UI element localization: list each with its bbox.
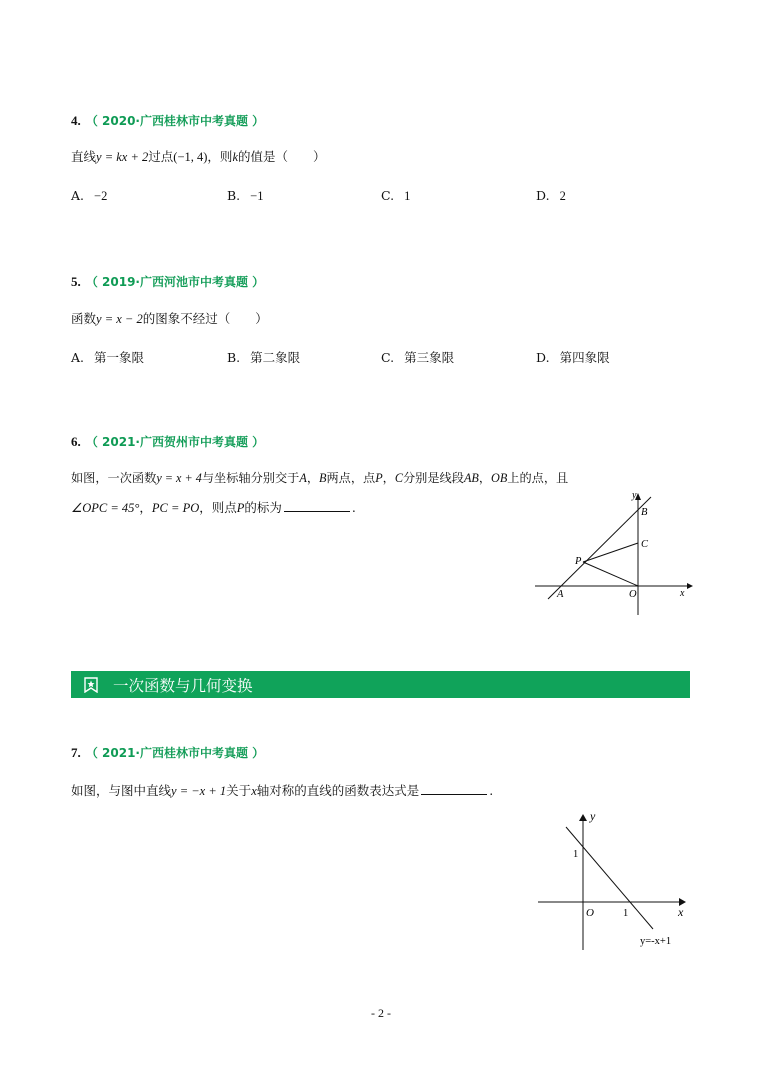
q5-header: [71, 271, 264, 290]
q7-stem: [71, 781, 493, 799]
q4-option-d[interactable]: [536, 188, 566, 204]
q6-angle: ∠OPC = 45°: [71, 501, 140, 515]
q7-text: 轴对称的直线的函数表达式是: [256, 783, 420, 798]
q6-text: 的标为: [244, 500, 282, 515]
q6-text: 两点，点: [326, 471, 376, 485]
option-letter: A.: [71, 350, 85, 365]
q5-stem: [71, 309, 268, 327]
option-letter: C.: [381, 350, 395, 365]
q5-expression: y = x − 2: [96, 312, 143, 326]
q4-option-a[interactable]: [71, 188, 107, 204]
option-text: −1: [250, 189, 264, 203]
q6-line-ab: [548, 497, 651, 599]
q6-label-o: O: [629, 589, 637, 600]
option-letter: D.: [536, 188, 550, 203]
q4-variable-k: k: [232, 150, 238, 164]
q5-source: （ 2019·广西河池市中考真题 ）: [85, 275, 265, 289]
option-text: 第三象限: [404, 350, 455, 365]
q6-text: ，则点: [199, 500, 237, 515]
q7-y-arrow-icon: [579, 814, 587, 821]
q7-label-y: y: [590, 809, 596, 823]
q4-option-b[interactable]: [227, 188, 263, 204]
q7-source: （ 2021·广西桂林市中考真题 ）: [85, 746, 265, 760]
option-text: 第四象限: [559, 350, 610, 365]
q7-expression: y = −x + 1: [171, 784, 227, 798]
q6-segment-po: [583, 562, 638, 586]
page-number: - 2 -: [371, 1006, 391, 1020]
q6-stem-line2: [71, 498, 356, 516]
q4-expression: y = kx + 2: [96, 150, 149, 164]
q7-label-x: x: [678, 905, 684, 919]
q6-segment-pc: [583, 543, 638, 562]
q7-header: [71, 742, 264, 761]
q6-source: （ 2021·广西贺州市中考真题 ）: [85, 435, 265, 449]
q6-text: ，: [306, 471, 320, 485]
q6-text: ，: [382, 471, 395, 485]
q5-stem-text: 函数: [71, 311, 97, 326]
q6-label-x: x: [680, 588, 685, 599]
q5-option-a[interactable]: [71, 348, 144, 366]
q4-stem-text: 过点: [148, 149, 174, 164]
bookmark-star-icon: [83, 677, 99, 693]
q6-stem-line1: [71, 469, 568, 486]
q7-variable-x: x: [251, 784, 257, 798]
q6-number: 6.: [71, 434, 81, 449]
q5-number: 5.: [71, 274, 81, 289]
option-letter: B.: [227, 188, 241, 203]
q6-point-p: P: [375, 471, 383, 485]
q7-answer-blank[interactable]: [421, 783, 487, 795]
q6-answer-blank[interactable]: [284, 500, 350, 512]
q7-number: 7.: [71, 745, 81, 760]
q4-point: (−1, 4): [173, 150, 208, 164]
q7-label-o: O: [586, 907, 594, 919]
q6-label-c: C: [641, 539, 649, 550]
q5-stem-text: 的图象不经过（ ）: [142, 311, 268, 326]
q6-label-y: y: [632, 490, 637, 501]
q6-segment-ab: AB: [463, 471, 479, 485]
q5-option-d[interactable]: [536, 348, 610, 366]
q6-point-a: A: [299, 471, 307, 485]
option-text: 第一象限: [94, 350, 145, 365]
q7-label-1x: 1: [623, 908, 629, 919]
option-letter: B.: [227, 350, 241, 365]
section-banner: [71, 671, 690, 698]
q4-option-c[interactable]: [381, 188, 410, 204]
q6-point-b: B: [319, 471, 327, 485]
option-text: 第二象限: [250, 350, 301, 365]
section-title: 一次函数与几何变换: [113, 676, 253, 695]
q6-point-p: P: [236, 501, 245, 515]
q7-text: 关于: [226, 783, 252, 798]
option-text: 1: [404, 189, 411, 203]
q6-text: .: [351, 500, 356, 515]
q6-figure: [530, 485, 695, 620]
q6-expression: y = x + 4: [156, 471, 202, 485]
q4-stem-text: 的值是（ ）: [238, 149, 326, 164]
q4-stem-text: 直线: [71, 149, 97, 164]
q7-line-label: y=-x+1: [640, 936, 672, 947]
q6-header: [71, 431, 264, 450]
q7-line: [566, 827, 653, 929]
q6-equation: PC = PO: [151, 501, 200, 515]
q4-stem-text: ，则: [207, 149, 233, 164]
q6-text: ，: [478, 471, 492, 485]
q7-text: .: [489, 783, 494, 798]
option-letter: A.: [71, 188, 85, 203]
q4-source: （ 2020·广西桂林市中考真题 ）: [85, 114, 265, 128]
q5-option-b[interactable]: [227, 348, 300, 366]
q6-label-p: P: [575, 556, 582, 567]
q6-segment-ob: OB: [491, 471, 508, 485]
q7-figure: [533, 805, 693, 955]
q6-text: 上的点，且: [507, 471, 569, 485]
option-letter: D.: [536, 350, 550, 365]
q6-text: 如图，一次函数: [71, 471, 157, 485]
option-text: 2: [559, 189, 566, 203]
q6-label-b: B: [641, 507, 648, 518]
q7-text: 如图，与图中直线: [71, 783, 172, 798]
q6-label-a: A: [557, 589, 564, 600]
q6-text: 分别是线段: [403, 471, 464, 485]
q6-text: 与坐标轴分别交于: [201, 471, 300, 485]
q5-option-c[interactable]: [381, 348, 454, 366]
q4-number: 4.: [71, 113, 81, 128]
q6-text: ，: [139, 500, 152, 515]
q4-stem: [71, 147, 326, 165]
option-letter: C.: [381, 188, 395, 203]
q4-header: [71, 110, 264, 129]
q6-x-arrow-icon: [687, 583, 693, 589]
option-text: −2: [94, 189, 108, 203]
q6-point-c: C: [394, 471, 403, 485]
q7-label-1y: 1: [573, 849, 579, 860]
